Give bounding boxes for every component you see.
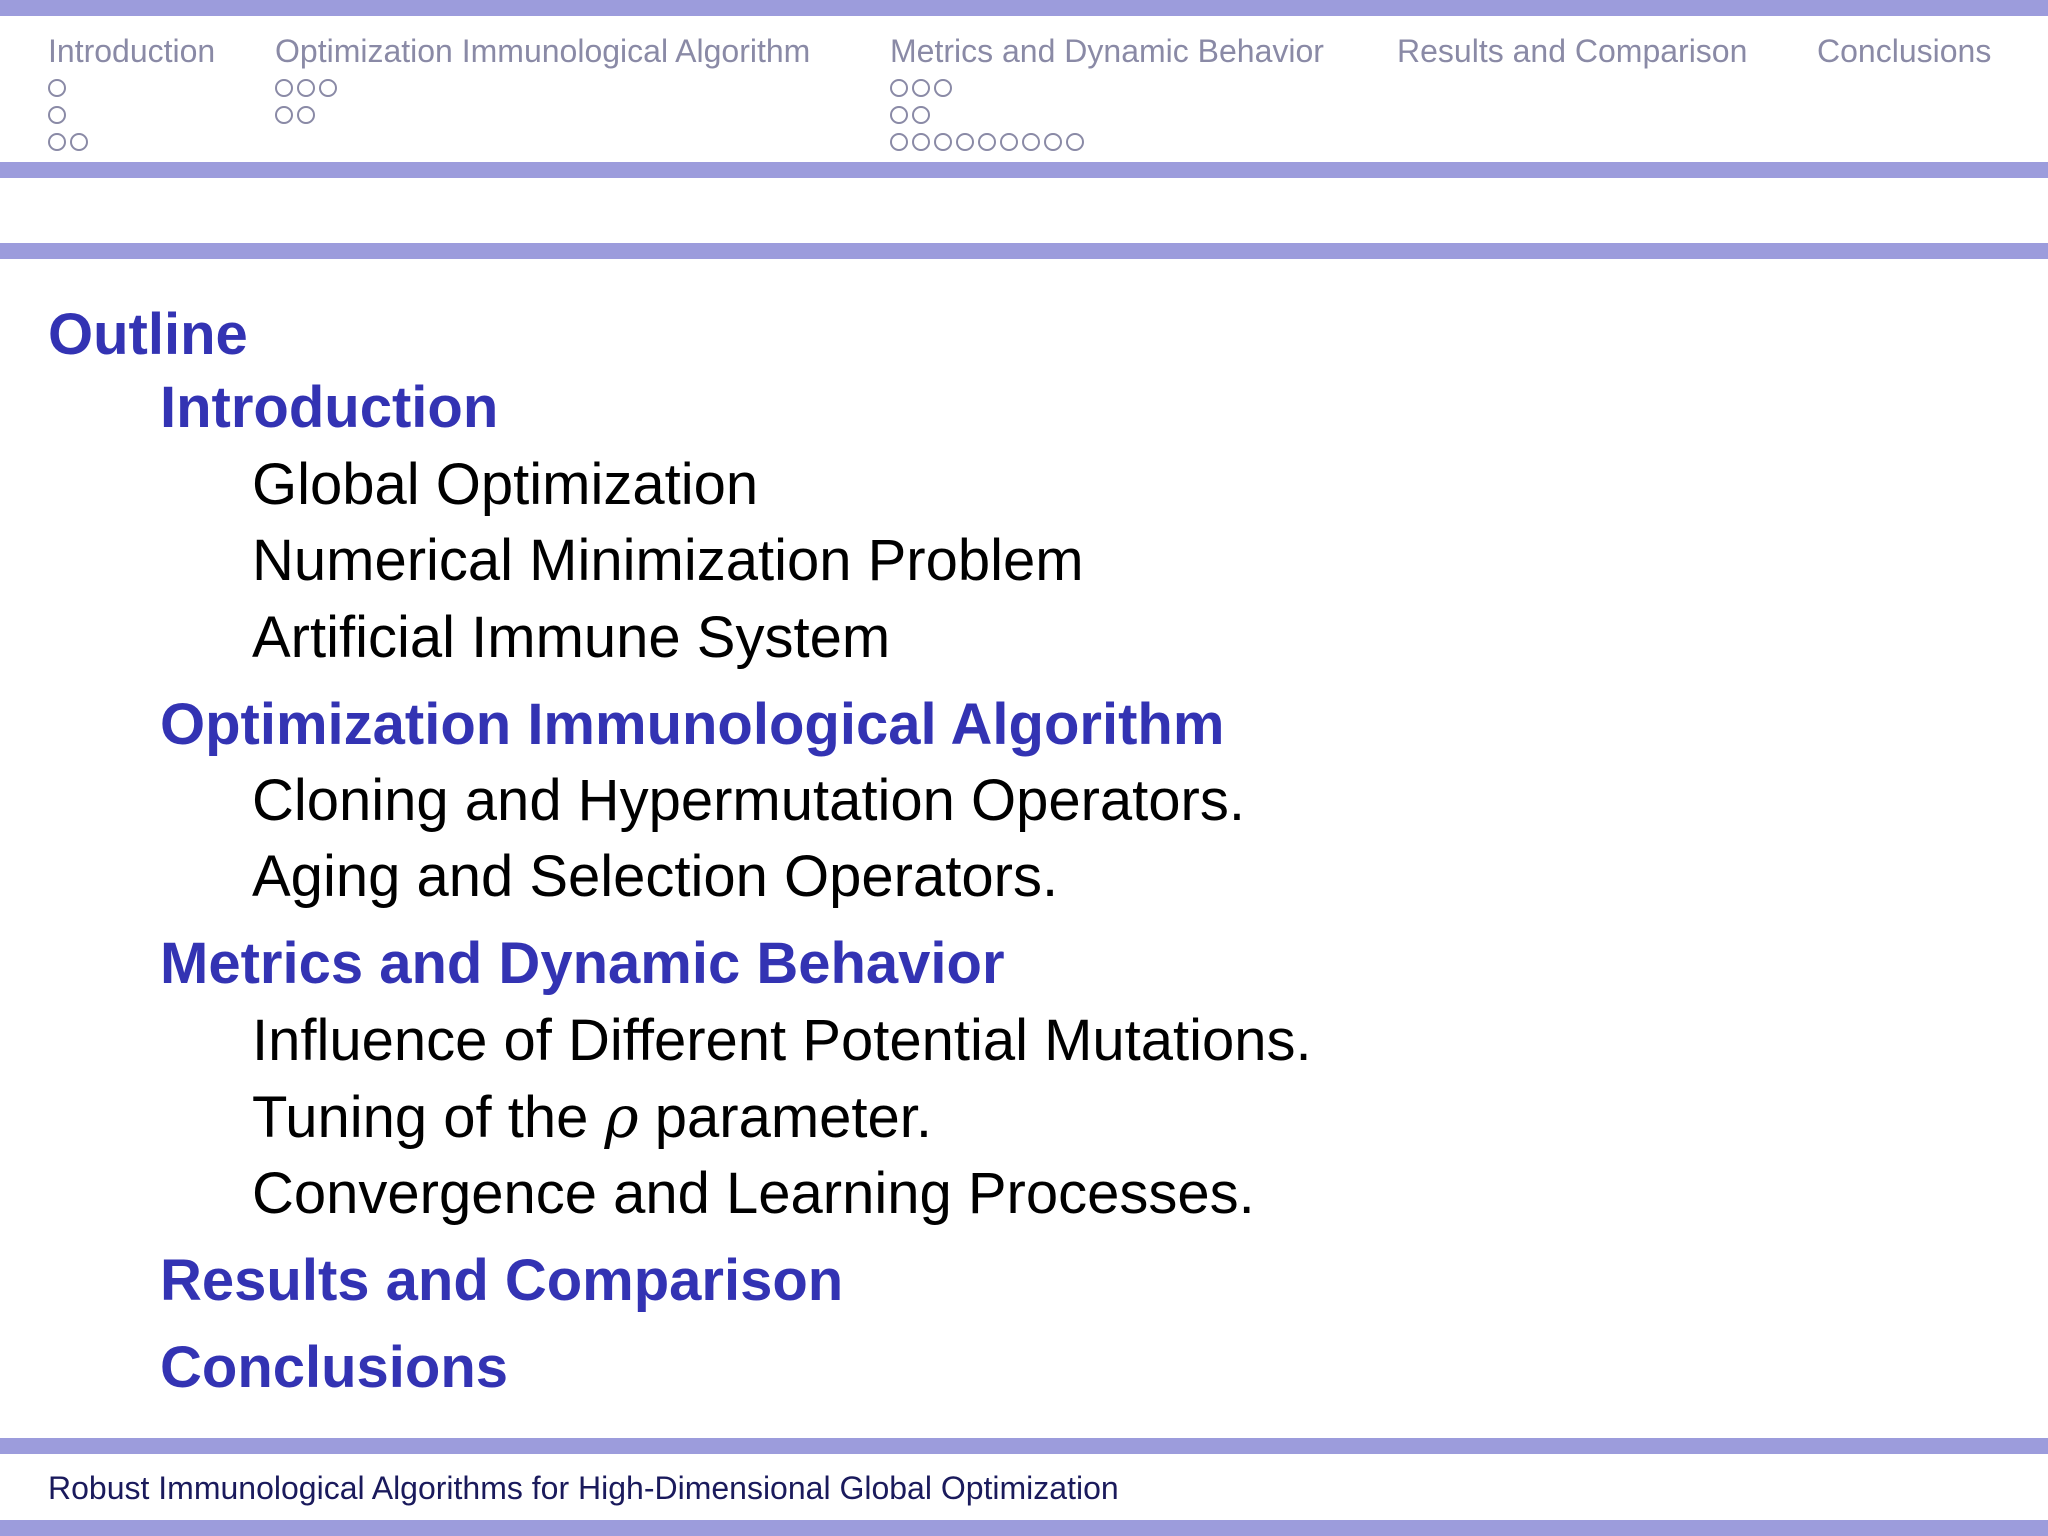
- toc-item-convergence-learning[interactable]: Convergence and Learning Processes.: [252, 1161, 1255, 1226]
- nav-dots: [48, 74, 215, 155]
- nav-link-introduction[interactable]: Introduction: [48, 33, 216, 69]
- nav-bottom-bar: [0, 162, 2048, 178]
- nav-section-conclusions: [1817, 32, 1991, 70]
- toc-item-cloning-hypermutation[interactable]: Cloning and Hypermutation Operators.: [252, 768, 1245, 833]
- footer-bottom-bar: [0, 1520, 2048, 1536]
- toc-item-rho-tuning[interactable]: [252, 1082, 932, 1153]
- slide-dot-icon[interactable]: [956, 133, 974, 151]
- slide-dot-icon[interactable]: [48, 106, 66, 124]
- slide-dot-icon[interactable]: [934, 133, 952, 151]
- slide-dot-icon[interactable]: [1022, 133, 1040, 151]
- nav-section-results: [1397, 32, 1747, 70]
- slide-dot-icon[interactable]: [890, 133, 908, 151]
- nav-dots: [890, 74, 1324, 155]
- slide-dot-icon[interactable]: [912, 79, 930, 97]
- slide-dot-icon[interactable]: [297, 106, 315, 124]
- slide-dot-icon[interactable]: [934, 79, 952, 97]
- toc-item-potential-mutations[interactable]: Influence of Different Potential Mutations.: [252, 1008, 1312, 1073]
- title-bottom-bar: [0, 243, 2048, 259]
- toc-section-results[interactable]: Results and Comparison: [160, 1248, 844, 1313]
- slide-dot-icon[interactable]: [297, 79, 315, 97]
- slide-dot-icon[interactable]: [275, 106, 293, 124]
- nav-dot-row: [890, 74, 1324, 101]
- slide-dot-icon[interactable]: [1066, 133, 1084, 151]
- toc-section-metrics[interactable]: Metrics and Dynamic Behavior: [160, 931, 1005, 996]
- rho-symbol: ρ: [604, 1083, 639, 1151]
- nav-section-introduction: [48, 32, 215, 155]
- slide-dot-icon[interactable]: [319, 79, 337, 97]
- slide-dot-icon[interactable]: [912, 133, 930, 151]
- nav-dot-row: [48, 101, 215, 128]
- page-title: Outline: [48, 302, 248, 367]
- nav-dot-row: [48, 74, 215, 101]
- slide-dot-icon[interactable]: [890, 106, 908, 124]
- slide-dot-icon[interactable]: [1044, 133, 1062, 151]
- nav-link-results[interactable]: Results and Comparison: [1397, 33, 1748, 69]
- nav-dots: [275, 74, 810, 128]
- nav-dot-row: [275, 74, 810, 101]
- nav-link-optimization[interactable]: Optimization Immunological Algorithm: [275, 33, 811, 69]
- toc-section-conclusions[interactable]: Conclusions: [160, 1335, 509, 1400]
- nav-link-conclusions[interactable]: Conclusions: [1817, 33, 1992, 69]
- slide-dot-icon[interactable]: [912, 106, 930, 124]
- nav-dot-row: [890, 128, 1324, 155]
- rho-item-after: parameter.: [638, 1085, 933, 1150]
- slide-dot-icon[interactable]: [275, 79, 293, 97]
- section-navigation: [0, 16, 2048, 162]
- nav-section-metrics: [890, 32, 1324, 155]
- toc-item-global-optimization[interactable]: Global Optimization: [252, 452, 759, 517]
- nav-dot-row: [48, 128, 215, 155]
- nav-section-optimization: [275, 32, 810, 128]
- top-bar: [0, 0, 2048, 16]
- footer-top-bar: [0, 1438, 2048, 1454]
- footer-title: Robust Immunological Algorithms for High-Dimensional Global Optimization: [48, 1470, 1119, 1506]
- toc-section-optimization[interactable]: Optimization Immunological Algorithm: [160, 692, 1225, 757]
- toc-section-introduction[interactable]: Introduction: [160, 375, 499, 440]
- toc-item-aging-selection[interactable]: Aging and Selection Operators.: [252, 844, 1059, 909]
- slide-dot-icon[interactable]: [890, 79, 908, 97]
- toc-item-artificial-immune-system[interactable]: Artificial Immune System: [252, 605, 891, 670]
- slide-dot-icon[interactable]: [70, 133, 88, 151]
- toc-item-numerical-minimization[interactable]: Numerical Minimization Problem: [252, 528, 1084, 593]
- rho-item-before: Tuning of the: [252, 1085, 605, 1150]
- nav-dot-row: [275, 101, 810, 128]
- slide-dot-icon[interactable]: [48, 133, 66, 151]
- slide-dot-icon[interactable]: [1000, 133, 1018, 151]
- nav-dot-row: [890, 101, 1324, 128]
- slide-dot-icon[interactable]: [48, 79, 66, 97]
- nav-link-metrics[interactable]: Metrics and Dynamic Behavior: [890, 33, 1324, 69]
- slide-dot-icon[interactable]: [978, 133, 996, 151]
